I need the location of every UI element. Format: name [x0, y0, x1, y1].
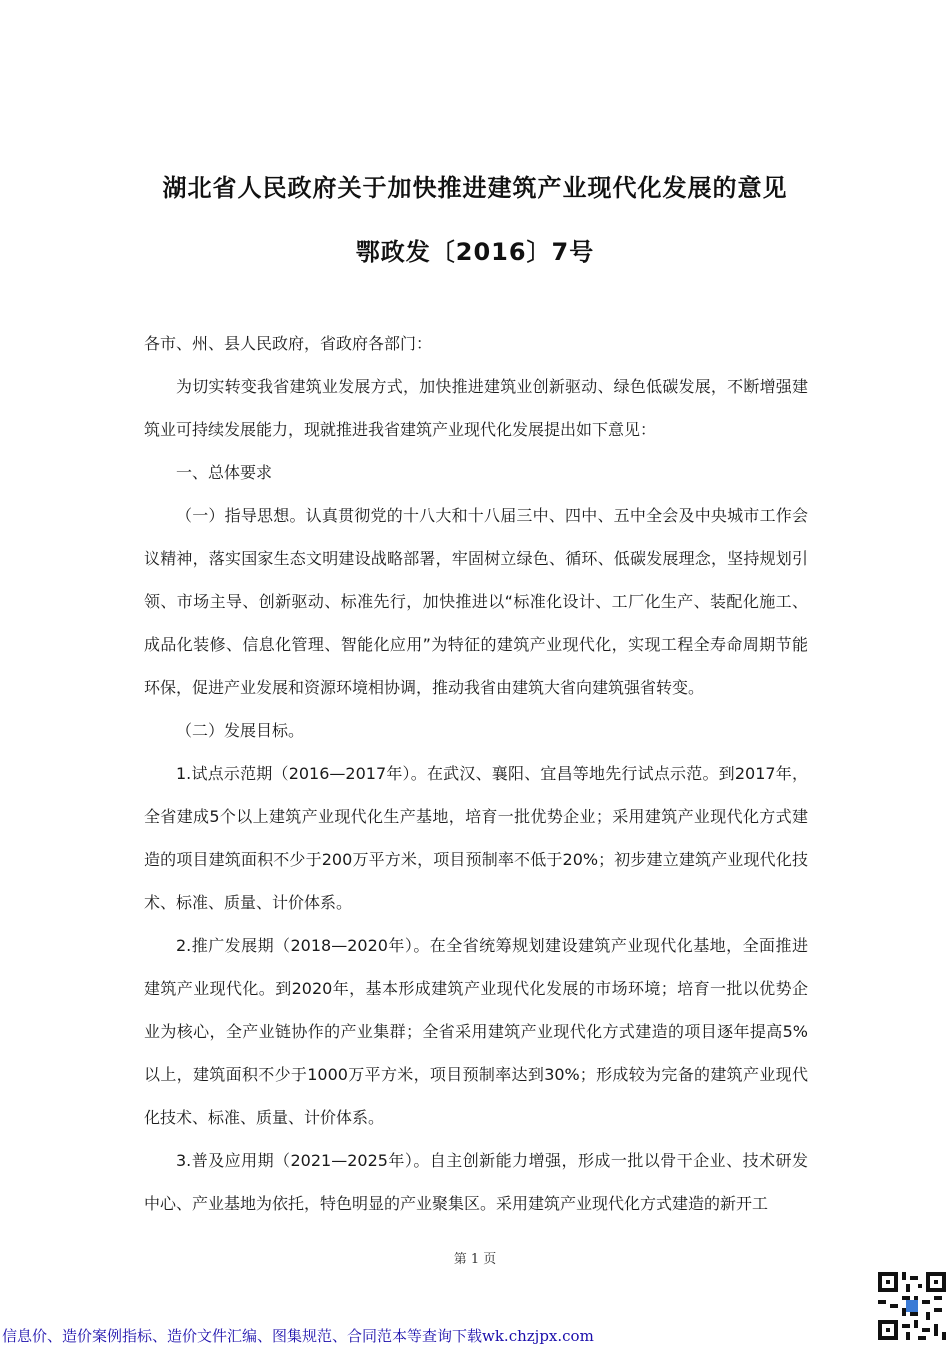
paragraph-promotion-phase: 2.推广发展期（2018—2020年）。在全省统筹规划建设建筑产业现代化基地，全面推进建筑产业现代化。到2020年，基本形成建筑产业现代化发展的市场环境；培育一批以优势企业为核心，全产业链协作的产业集群；全省采用建筑产业现代化方式建造的项目逐年提高5%以上，建筑面积不少于1000万平方米，项目预制率达到30%；形成较为完备的建筑产业现代化技术、标准、质量、计价体系。: [144, 936, 808, 1127]
document-number: 鄂政发〔2016〕7号: [355, 238, 595, 266]
section-heading-general-requirements: 一、总体要求: [176, 463, 273, 482]
footer-download-link[interactable]: 信息价、造价案例指标、造价文件汇编、图集规范、合同范本等查询下载wk.chzjpx.com: [2, 1327, 594, 1345]
page-number: 第 1 页: [453, 1252, 497, 1267]
paragraph-development-goals: （二）发展目标。: [176, 721, 305, 740]
paragraph-pilot-phase: 1.试点示范期（2016—2017年）。在武汉、襄阳、宜昌等地先行试点示范。到2017年，全省建成5个以上建筑产业现代化生产基地，培育一批优势企业；采用建筑产业现代化方式建造的项目建筑面积不少于200万平方米，项目预制率不低于20%；初步建立建筑产业现代化技术、标准、质量、计价体系。: [144, 764, 808, 912]
qr-code-icon[interactable]: [878, 1272, 946, 1340]
document-body: [144, 322, 808, 1225]
paragraph-guiding-ideology: （一）指导思想。认真贯彻党的十八大和十八届三中、四中、五中全会及中央城市工作会议精神，落实国家生态文明建设战略部署，牢固树立绿色、循环、低碳发展理念，坚持规划引领、市场主导、创新驱动、标准先行，加快推进以“标准化设计、工厂化生产、装配化施工、成品化装修、信息化管理、智能化应用”为特征的建筑产业现代化，实现工程全寿命周期节能环保，促进产业发展和资源环境相协调，推动我省由建筑大省向建筑强省转变。: [144, 506, 808, 697]
paragraph-application-phase: 3.普及应用期（2021—2025年）。自主创新能力增强，形成一批以骨干企业、技术研发中心、产业基地为依托，特色明显的产业聚集区。采用建筑产业现代化方式建造的新开工: [144, 1151, 808, 1213]
paragraph-intro: 为切实转变我省建筑业发展方式，加快推进建筑业创新驱动、绿色低碳发展，不断增强建筑业可持续发展能力，现就推进我省建筑产业现代化发展提出如下意见：: [144, 377, 808, 439]
document-title: 湖北省人民政府关于加快推进建筑产业现代化发展的意见: [162, 174, 788, 202]
salutation: 各市、州、县人民政府，省政府各部门：: [144, 334, 433, 353]
